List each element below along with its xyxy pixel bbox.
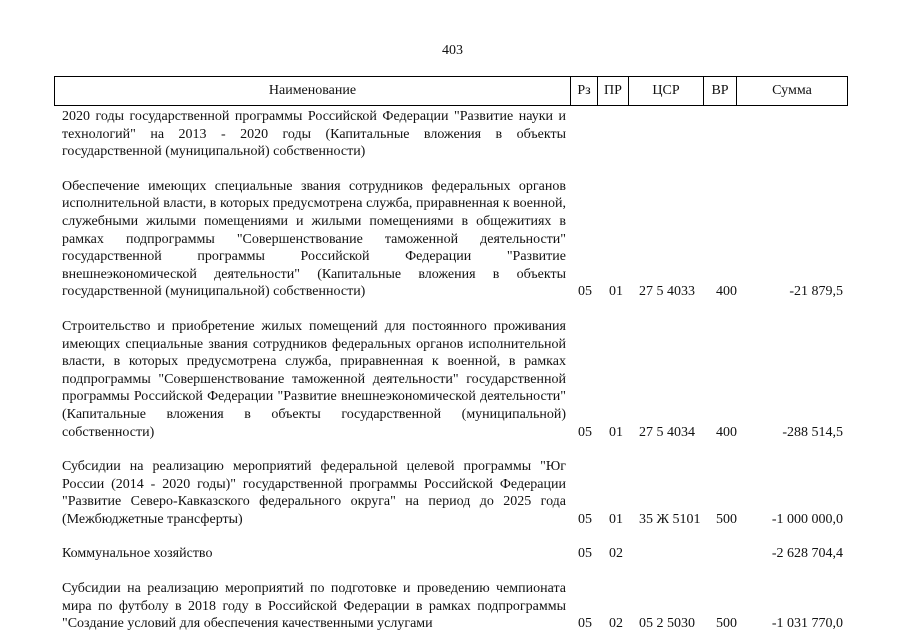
page-number: 403: [442, 43, 463, 58]
row-name: Строительство и приобретение жилых помещений для постоянного проживания имеющих специальные звания сотрудников федеральных органов исполнительной власти, в которых предусмотрена служба, приравненная к военной, в рамках подпрограммы "Совершенствование таможенной деятельности" государственной программы Российской Федерации "Развитие внешнеэкономической деятельности" (Капитальные вложения в объекты государственной (муниципальной) собственности): [62, 318, 566, 440]
table-row: [0, 178, 905, 301]
header-rz: Рз: [571, 77, 598, 105]
header-pr: ПР: [598, 77, 629, 105]
row-csr: 35 Ж 5101: [639, 511, 701, 527]
table-body: [0, 108, 905, 633]
row-pr: 01: [609, 424, 623, 440]
header-name: Наименование: [55, 77, 571, 105]
table-row: [0, 545, 905, 563]
row-sum: -21 879,5: [789, 284, 843, 300]
row-pr: 01: [609, 284, 623, 300]
row-vr: 500: [716, 616, 737, 632]
header-vr: ВР: [704, 77, 737, 105]
row-sum: -2 628 704,4: [771, 546, 843, 562]
row-rz: 05: [578, 511, 592, 527]
row-vr: 400: [716, 284, 737, 300]
table-row: [0, 458, 905, 528]
row-name: Коммунальное хозяйство: [62, 546, 213, 562]
row-rz: 05: [578, 546, 592, 562]
row-rz: 05: [578, 284, 592, 300]
row-name: 2020 годы государственной программы Российской Федерации "Развитие науки и технологий" на 2013 - 2020 годы (Капитальные вложения в объекты государственной (муниципальной) собственности): [62, 109, 566, 160]
row-name: Субсидии на реализацию мероприятий федеральной целевой программы "Юг России (2014 - 2020 годы)" государственной программы Российской Федерации "Развитие Северо-Кавказского федерального округа" на период до 2025 года (Межбюджетные трансферты): [62, 459, 566, 527]
row-csr: 27 5 4034: [639, 424, 695, 440]
row-sum: -288 514,5: [782, 424, 843, 440]
row-rz: 05: [578, 424, 592, 440]
row-sum: -1 000 000,0: [771, 511, 843, 527]
row-name: Обеспечение имеющих специальные звания сотрудников федеральных органов исполнительной власти, в которых предусмотрена служба, приравненная к военной, служебными жилыми помещениями и жилыми помещениями в общежитиях в рамках подпрограммы "Совершенствование таможенной деятельности" государственной программы Российской Федерации "Развитие внешнеэкономической деятельности" (Капитальные вложения в объекты государственной (муниципальной) собственности): [62, 178, 566, 300]
row-pr: 02: [609, 546, 623, 562]
table-row: [0, 108, 905, 161]
row-pr: 02: [609, 616, 623, 632]
row-csr: 05 2 5030: [639, 616, 695, 632]
row-vr: 500: [716, 511, 737, 527]
header-sum: Сумма: [772, 83, 812, 98]
row-rz: 05: [578, 616, 592, 632]
row-pr: 01: [609, 511, 623, 527]
row-vr: 400: [716, 424, 737, 440]
row-name: Субсидии на реализацию мероприятий по подготовке и проведению чемпионата мира по футболу в 2018 году в Российской Федерации в рамках подпрограммы "Создание условий для обеспечения качественными услугами: [62, 581, 566, 632]
table-row: [0, 318, 905, 441]
header-csr: ЦСР: [629, 77, 704, 105]
row-csr: 27 5 4033: [639, 284, 695, 300]
row-sum: -1 031 770,0: [771, 616, 843, 632]
table-header: [54, 76, 848, 106]
table-row: [0, 580, 905, 633]
